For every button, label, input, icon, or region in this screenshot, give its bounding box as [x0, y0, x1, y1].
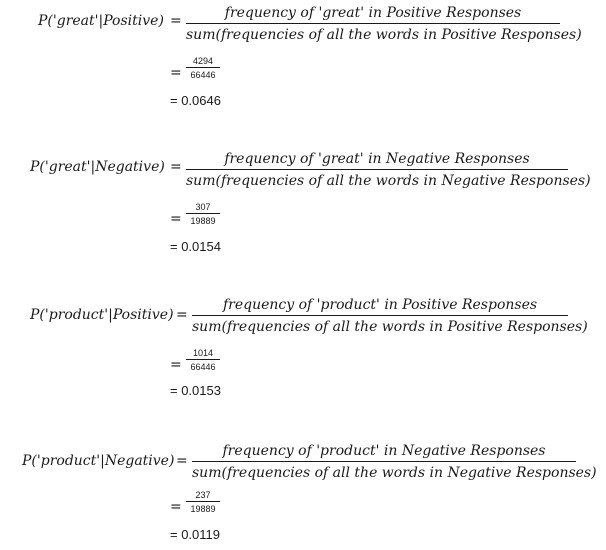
- fraction-bar: [186, 169, 568, 170]
- numeric-denominator: 19889: [190, 216, 216, 226]
- lhs-text: P('great'|Positive): [38, 13, 164, 29]
- equals-sign: =: [176, 307, 188, 323]
- equals-sign: =: [176, 453, 188, 469]
- fraction: [192, 442, 597, 482]
- numeric-fraction: [186, 202, 220, 226]
- fraction-denominator: sum(frequencies of all the words in Positive Responses): [192, 319, 588, 335]
- result-value: = 0.0646: [170, 93, 221, 108]
- numeric-denominator: 19889: [190, 504, 216, 514]
- fraction-denominator: sum(frequencies of all the words in Negative Responses): [192, 465, 597, 481]
- result-value: = 0.0119: [170, 527, 221, 542]
- fraction-bar: [192, 461, 576, 462]
- numeric-denominator: 66446: [190, 70, 216, 80]
- equation-lhs: [30, 158, 165, 176]
- lhs-text: P('great'|Negative): [30, 159, 165, 175]
- fraction: [186, 4, 582, 44]
- fraction: [186, 150, 591, 190]
- numeric-denominator: 66446: [190, 362, 216, 372]
- numeric-numerator: 307: [195, 202, 211, 212]
- fraction-numerator: frequency of 'great' in Negative Responses: [224, 151, 530, 167]
- fraction-denominator: sum(frequencies of all the words in Positive Responses): [186, 27, 582, 43]
- numeric-fraction: [186, 56, 220, 80]
- equals-sign: =: [170, 159, 182, 175]
- fraction-bar: [186, 23, 560, 24]
- numeric-fraction-bar: [186, 67, 220, 68]
- fraction-bar: [192, 315, 568, 316]
- result-value: = 0.0153: [170, 383, 221, 398]
- numeric-numerator: 4294: [192, 56, 214, 66]
- result-value: = 0.0154: [170, 239, 221, 254]
- lhs-text: P('product'|Positive): [30, 307, 174, 323]
- equation-lhs: [30, 306, 174, 324]
- lhs-text: P('product'|Negative): [22, 453, 175, 469]
- fraction: [192, 296, 588, 336]
- numeric-numerator: 1014: [192, 348, 214, 358]
- equals-sign-2: =: [170, 65, 182, 81]
- numeric-numerator: 237: [195, 490, 211, 500]
- equation-lhs: [38, 12, 164, 30]
- fraction-numerator: frequency of 'product' in Positive Responses: [222, 297, 538, 313]
- numeric-fraction: [186, 348, 220, 372]
- equals-sign-2: =: [170, 211, 182, 227]
- equals-sign-2: =: [170, 357, 182, 373]
- numeric-fraction-bar: [186, 501, 220, 502]
- numeric-fraction-bar: [186, 213, 220, 214]
- numeric-fraction: [186, 490, 220, 514]
- equation-lhs: [22, 452, 174, 470]
- numeric-fraction-bar: [186, 359, 220, 360]
- fraction-denominator: sum(frequencies of all the words in Negative Responses): [186, 173, 591, 189]
- equals-sign-2: =: [170, 499, 182, 515]
- fraction-numerator: frequency of 'product' in Negative Responses: [222, 443, 546, 459]
- fraction-numerator: frequency of 'great' in Positive Responses: [224, 5, 522, 21]
- equals-sign: =: [170, 13, 182, 29]
